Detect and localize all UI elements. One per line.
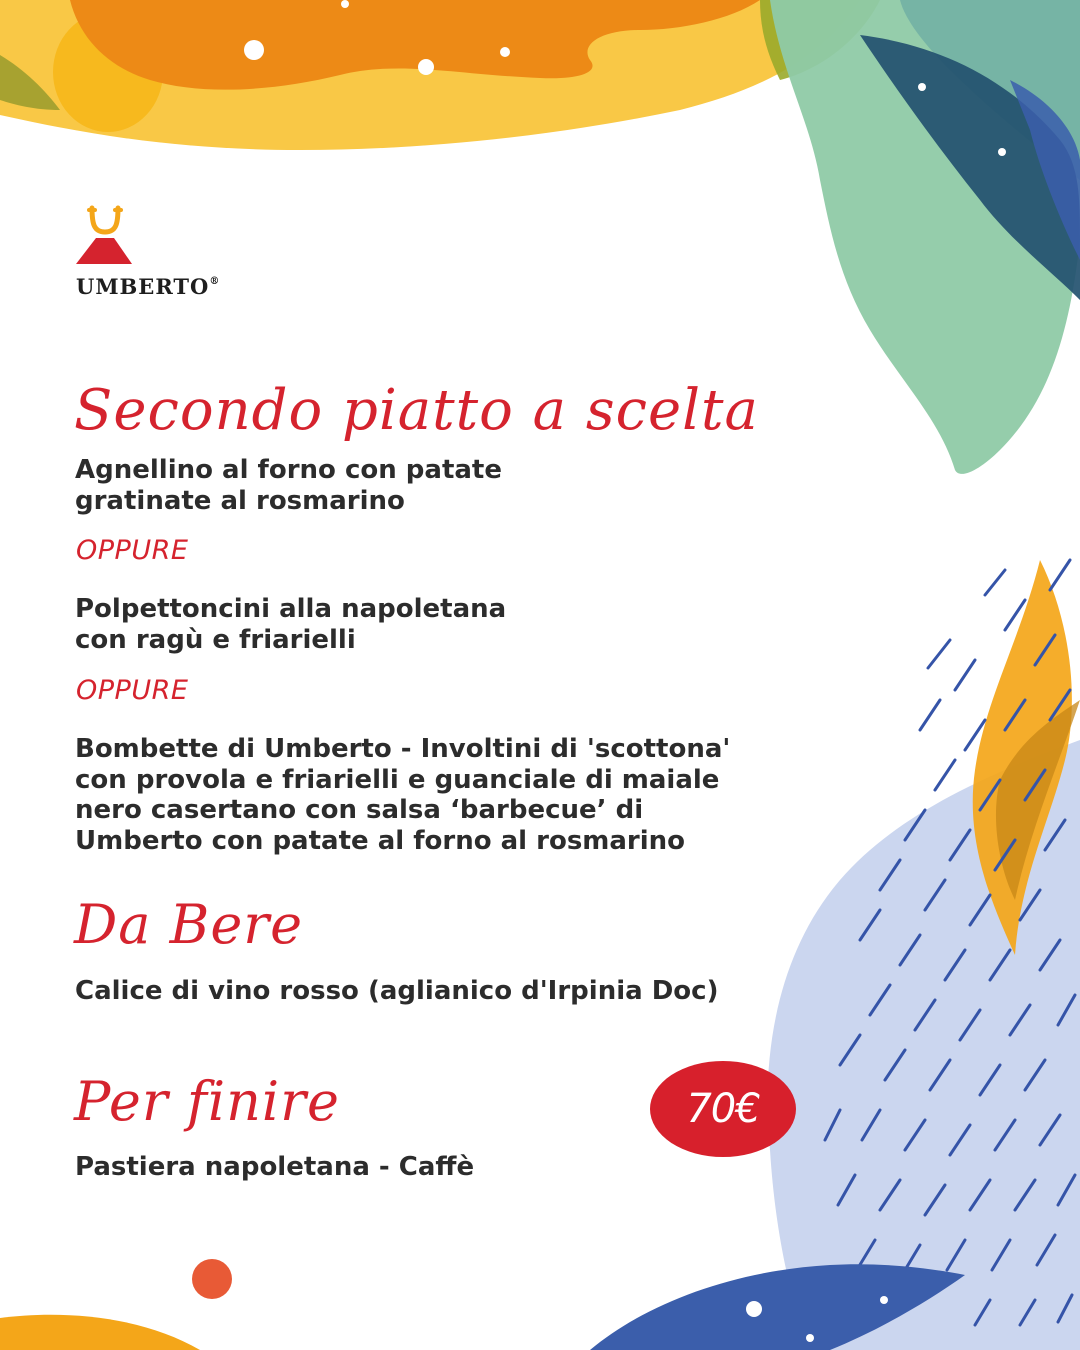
dish-polpettoncini: Polpettoncini alla napoletana con ragù e friarielli — [75, 594, 507, 655]
section-heading-bere: Da Bere — [74, 893, 304, 956]
brand-name: UMBERTO® — [76, 274, 221, 299]
dish-agnellino: Agnellino al forno con patate gratinate al rosmarino — [75, 455, 502, 516]
separator-oppure: OPPURE — [76, 535, 189, 566]
dessert-item: Pastiera napoletana - Caffè — [75, 1152, 475, 1182]
separator-oppure: OPPURE — [76, 675, 189, 706]
section-heading-finire: Per finire — [74, 1070, 340, 1133]
dish-bombette: Bombette di Umberto - Involtini di 'scottona' con provola e friarielli e guanciale di maiale nero casertano con salsa ‘barbecue’ di Umberto con patate al forno al rosmarino — [75, 734, 731, 856]
brand-logo — [74, 204, 274, 299]
section-heading-secondo: Secondo piatto a scelta — [74, 378, 759, 443]
volcano-logo-icon — [74, 204, 144, 274]
price-badge: 70€ — [650, 1061, 796, 1157]
drink-item: Calice di vino rosso (aglianico d'Irpinia Doc) — [75, 976, 719, 1006]
